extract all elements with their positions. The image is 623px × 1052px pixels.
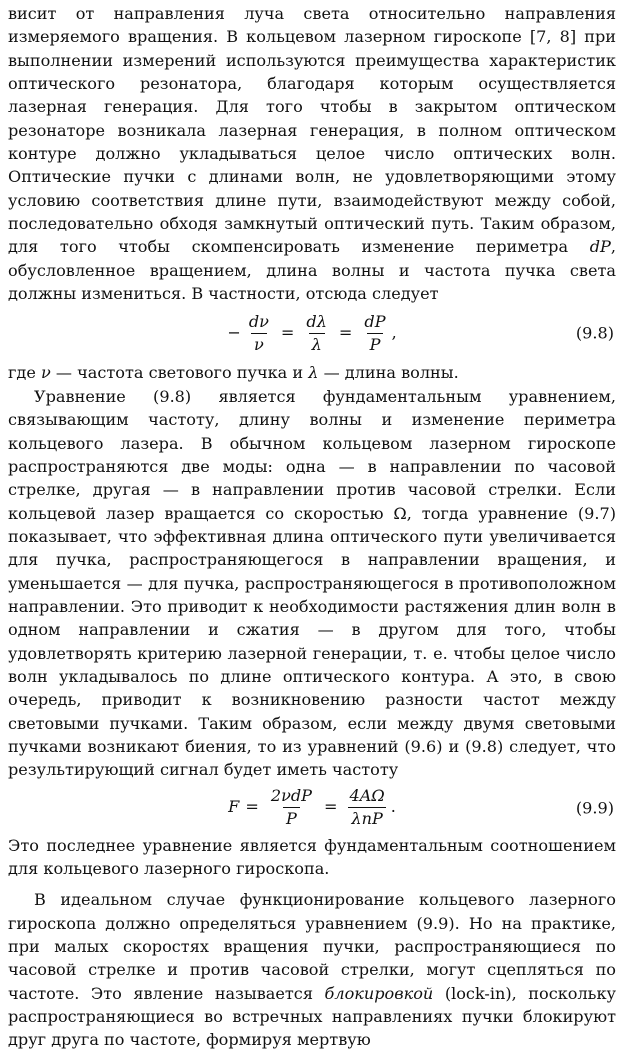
fraction-denominator: P xyxy=(367,333,384,355)
equation-9-9 xyxy=(8,782,616,834)
equation-9-9-body xyxy=(228,786,396,829)
fraction-numerator: dν xyxy=(248,311,269,331)
perimeter-change-symbol: dP xyxy=(589,237,611,257)
fraction-denominator: λnP xyxy=(348,807,385,829)
minus-sign: − xyxy=(227,322,241,342)
nu-symbol: ν xyxy=(41,363,51,383)
paragraph-fundamental-text: Уравнение (9.8) является фундаментальным уравнением, связывающим частоту, длину волны и изменение периметра кольцевого лазера. В обычном кольцевом лазерном гироскопе распространяются две моды: одна — в направлении по часовой стрелке, другая — в направлении против часовой стрелки. Если кольцевой лазер вращается со скоростью Ω, тогда уравнение (9.7) показывает, что эффективная длина оптического пути увеличивается для пучка, распространяющегося в направлении вращения, и уменьшается — для пучка, распространяющегося в противоположном направлении. Это приводит к необходимости растяжения длин волн в одном направлении и сжатия — в другом для того, чтобы удовлетворять критерию лазерной генерации, т. е. чтобы целое число волн укладывалось по длине оптического контура. А это, в свою очередь, приводит к возникновению разности частот между световыми пучками. Таким образом, если между двумя световыми пучками возникают биения, то из уравнений (9.6) и (9.8) следует, что результирующий сигнал будет иметь частоту xyxy=(8,386,616,780)
fraction-dp-p xyxy=(361,312,388,355)
equation-9-8-body xyxy=(227,312,396,355)
paragraph-intro-text-end: , обусловленное вращением, длина волны и частота пучка света должны измениться. В частности, отсюда следует xyxy=(8,237,616,304)
paragraph-lock-in-text-end: (lock-in), поскольку распространяющиеся во встречных направлениях пучки блокируют друг друга по частоте, формируя мертвую xyxy=(8,983,616,1050)
paragraph-relation xyxy=(8,834,616,881)
fraction-denominator: P xyxy=(283,807,300,829)
fraction-dnu-nu xyxy=(246,312,272,355)
paragraph-intro-text: висит от направления луча света относительно направления измеряемого вращения. В кольцевом лазерном гироскопе [7, 8] при выполнении измерений используются преимущества характеристик оптического резонатора, благодаря которым осуществляется лазерная генерация. Для того чтобы в закрытом оптическом резонаторе возникала лазерная генерация, в полном оптическом контуре должно укладываться целое число оптических волн. Оптические пучки с длинами волн, не удовлетворяющими этому условию соответствия длине пути, взаимодействуют между собой, последовательно обходя замкнутый оптический путь. Таким образом, для того чтобы скомпенсировать изменение периметра xyxy=(8,4,616,257)
definition-pre: где xyxy=(8,363,36,383)
fraction-dlambda-lambda xyxy=(303,312,330,355)
fraction-2nudp-p xyxy=(268,786,315,829)
paragraph-fundamental-equation xyxy=(8,385,616,782)
fraction-numerator: dλ xyxy=(306,311,327,331)
equation-number-9-9: (9.9) xyxy=(575,797,614,817)
equals-sign: = xyxy=(245,797,259,817)
fraction-4aomega-lambdanp xyxy=(346,786,387,829)
paragraph-intro xyxy=(8,2,616,305)
fraction-numerator: 2νdP xyxy=(270,786,312,806)
fraction-denominator: ν xyxy=(251,333,267,355)
lock-in-term: блокировкой xyxy=(324,983,434,1003)
fraction-numerator: 4AΩ xyxy=(349,786,385,806)
equals-sign: = xyxy=(323,797,338,817)
equation-lhs: F xyxy=(228,797,240,817)
paragraph-relation-text: Это последнее уравнение является фундаментальным соотношением для кольцевого лазерного гироскопа. xyxy=(8,835,616,878)
fraction-denominator: λ xyxy=(309,333,325,355)
paragraph-lock-in xyxy=(8,888,616,1051)
definition-mid: — частота светового пучка и xyxy=(55,363,304,383)
equals-sign: = xyxy=(338,322,353,342)
definition-post: — длина волны. xyxy=(323,363,459,383)
fraction-numerator: dP xyxy=(364,311,386,331)
lambda-symbol: λ xyxy=(308,363,319,383)
definition-line xyxy=(8,361,616,384)
equation-comma: , xyxy=(391,322,397,342)
equals-sign: = xyxy=(280,322,295,342)
equation-9-8 xyxy=(8,305,616,361)
paragraph-lock-in-text: В идеальном случае функционирование кольцевого лазерного гироскопа должно определяться уравнением (9.9). Но на практике, при малых скоростях вращения пучки, распространяющиеся по часовой стрелке и против часовой стрелки, могут сцепляться по частоте. Это явление называется xyxy=(8,890,616,1003)
equation-period: . xyxy=(390,797,396,817)
equation-number-9-8: (9.8) xyxy=(575,323,614,343)
